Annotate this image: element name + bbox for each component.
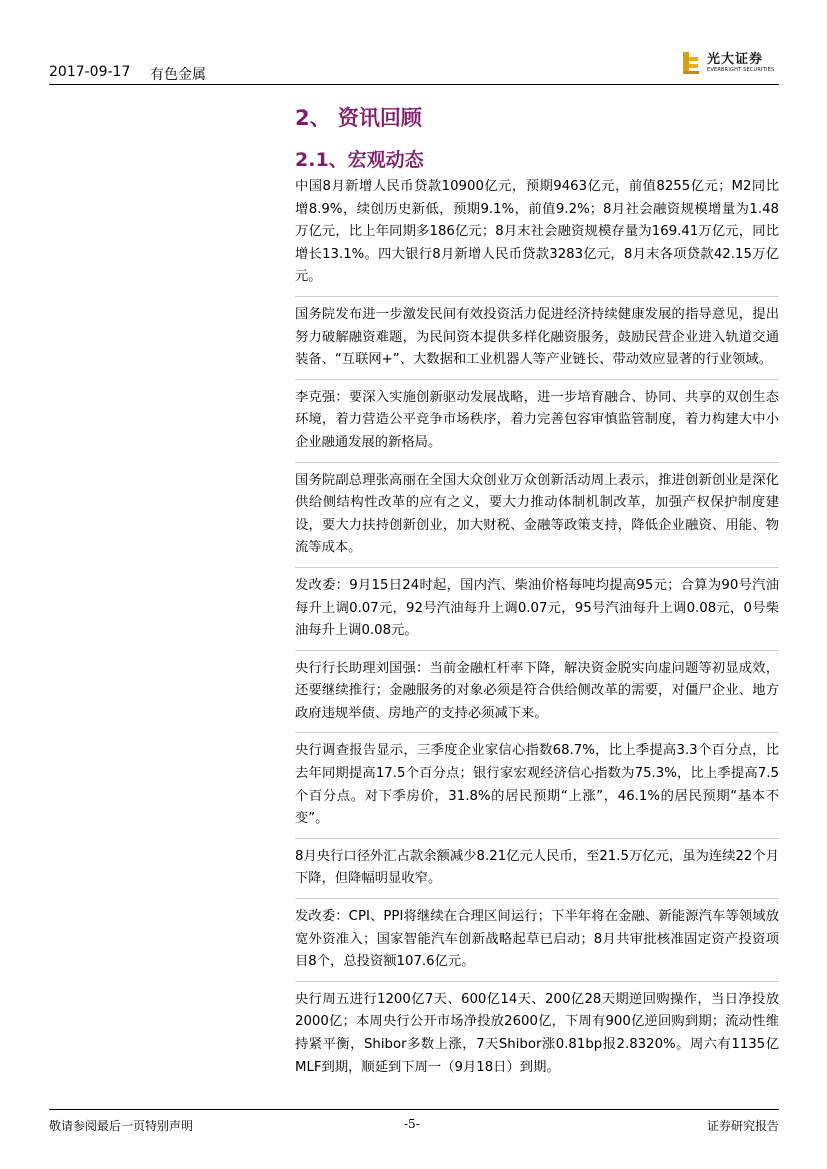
footer-divider: [49, 1109, 779, 1110]
news-paragraph: 央行调查报告显示，三季度企业家信心指数68.7%，比上季提高3.3个百分点，比去年同期提高17.5个百分点；银行家宏观经济信心指数为75.3%，比上季提高7.5个百分点。对下季房价，31.8%的居民预期“上涨”，46.1%的居民预期“基本不变”。: [295, 743, 779, 827]
page-number: -5-: [404, 1117, 420, 1131]
paragraph-divider: [295, 650, 779, 651]
report-type: 证券研究报告: [707, 1119, 780, 1133]
news-paragraph: 央行行长助理刘国强：当前金融杠杆率下降，解决资金脱实向虚问题等初显成效，还要继续推行；金融服务的对象必须是符合供给侧改革的需要，对僵尸企业、地方政府违规举债、房地产的支持必须减下来。: [295, 660, 779, 721]
news-paragraph: 央行周五进行1200亿7天、600亿14天、200亿28天期逆回购操作，当日净投放2000亿；本周央行公开市场净投放2600亿，下周有900亿逆回购到期；流动性维持紧平衡，Shibor多数上涨，7天Shibor涨0.81bp报2.8320%。周六有1135亿MLF到期，顺延到下周一（9月18日）到期。: [295, 991, 779, 1075]
footer-disclaimer: 敬请参阅最后一页特别声明: [49, 1119, 194, 1133]
report-date: 2017-09-17: [49, 64, 131, 80]
page-header: [0, 0, 827, 90]
logo-name-en: EVERBRIGHT SECURITIES: [707, 66, 775, 73]
paragraph-divider: [295, 567, 779, 568]
paragraph-divider: [295, 732, 779, 733]
news-paragraph: 8月央行口径外汇占款余额减少8.21亿元人民币，至21.5万亿元，虽为连续22个月下降，但降幅明显收窄。: [295, 848, 779, 887]
news-paragraph: 李克强：要深入实施创新驱动发展战略，进一步培育融合、协同、共享的双创生态环境，着力营造公平竞争市场秩序，着力完善包容审慎监管制度，着力构建大中小企业融通发展的新格局。: [295, 389, 779, 450]
paragraph-divider: [295, 838, 779, 839]
company-logo: [681, 50, 774, 76]
news-paragraph: 发改委：CPI、PPI将继续在合理区间运行；下半年将在金融、新能源汽车等领域放宽外资准入；国家智能汽车创新战略起草已启动；8月共审批核准固定资产投资项目8个，总投资额107.6亿元。: [295, 909, 779, 970]
news-content: [295, 176, 779, 1079]
news-paragraph: 中国8月新增人民币贷款10900亿元，预期9463亿元，前值8255亿元；M2同比增8.9%，续创历史新低，预期9.1%，前值9.2%；8月社会融资规模增量为1.48万亿元，比上年同期多186亿元；8月末社会融资规模存量为169.41万亿元，同比增长13.1%。四大银行8月新增人民币贷款3283亿元，8月末各项贷款42.15万亿元。: [295, 179, 779, 285]
section-title: 2、 资讯回顾: [295, 106, 422, 130]
paragraph-divider: [295, 898, 779, 899]
industry-category: 有色金属: [150, 67, 206, 83]
logo-name-cn: 光大证券: [707, 51, 764, 67]
news-paragraph: 国务院发布进一步激发民间有效投资活力促进经济持续健康发展的指导意见，提出努力破解融资难题，为民间资本提供多样化融资服务，鼓励民营企业进入轨道交通装备、“互联网+”、大数据和工业机器人等产业链长、带动效应显著的行业领域。: [295, 306, 779, 368]
paragraph-divider: [295, 462, 779, 463]
news-paragraph: 发改委：9月15日24时起，国内汽、柴油价格每吨均提高95元；合算为90号汽油每升上调0.07元，92号汽油每升上调0.07元，95号汽油每升上调0.08元，0号柴油每升上调0.08元。: [295, 577, 779, 639]
paragraph-divider: [295, 981, 779, 982]
header-divider: [49, 84, 779, 85]
logo-icon: [681, 51, 701, 75]
paragraph-divider: [295, 296, 779, 297]
news-paragraph: 国务院副总理张高丽在全国大众创业万众创新活动周上表示，推进创新创业是深化供给侧结构性改革的应有之义，要大力推动体制机制改革，加强产权保护制度建设，要大力扶持创新创业，加大财税、金融等政策支持，降低企业融资、用能、物流等成本。: [295, 472, 779, 556]
paragraph-divider: [295, 379, 779, 380]
section-subtitle: 2.1、宏观动态: [295, 149, 424, 171]
